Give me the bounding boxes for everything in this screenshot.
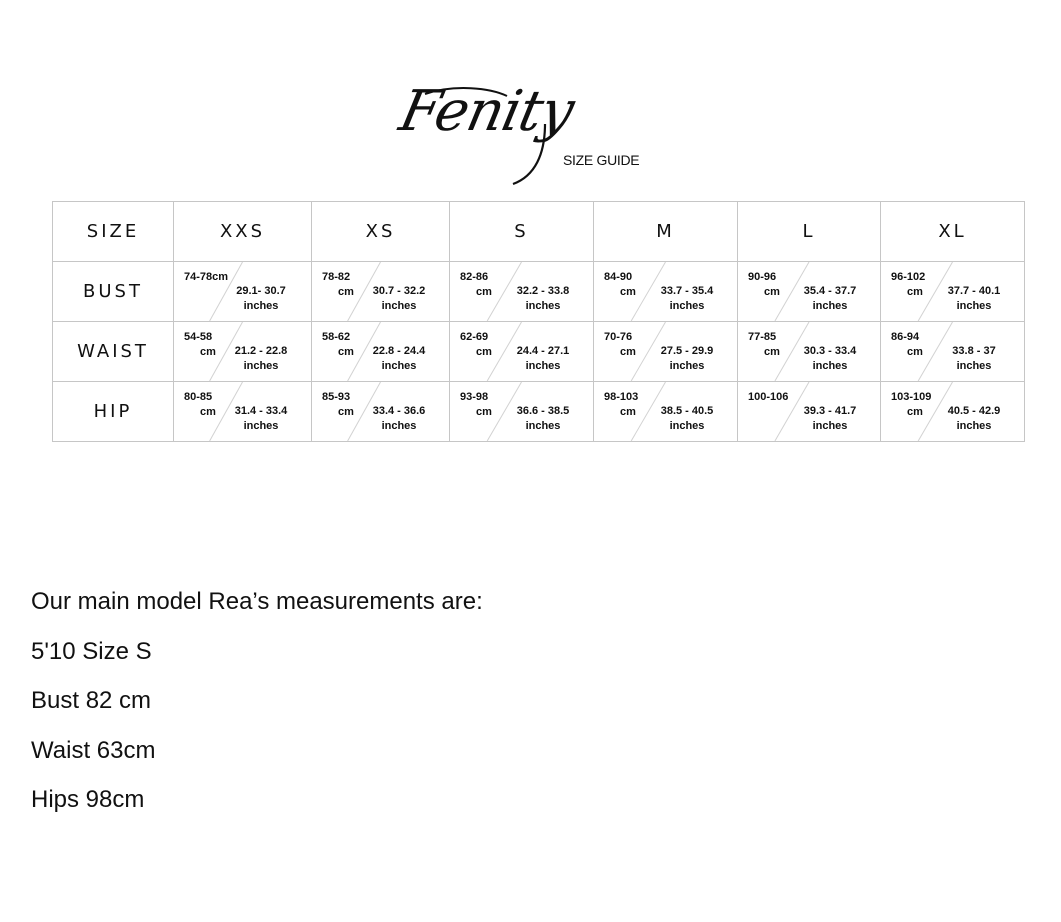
model-intro-line: Our main model Rea’s measurements are: bbox=[31, 588, 483, 615]
cm-unit: cm bbox=[338, 406, 354, 418]
bust-cell-s bbox=[450, 262, 594, 322]
inch-unit: inches bbox=[381, 420, 417, 432]
hip-cell-m bbox=[594, 382, 738, 442]
inch-value: 22.8 - 24.4 bbox=[372, 345, 426, 357]
inch-value: 32.2 - 33.8 bbox=[516, 285, 570, 297]
inch-unit: inches bbox=[243, 360, 279, 372]
inch-unit: inches bbox=[812, 360, 848, 372]
size-corner-header: SIZE bbox=[53, 202, 174, 262]
cm-unit: cm bbox=[907, 286, 923, 298]
cm-value: 62-69 bbox=[460, 331, 489, 343]
cm-measurement bbox=[748, 390, 800, 405]
waist-row bbox=[53, 322, 1025, 382]
inch-unit: inches bbox=[669, 360, 705, 372]
inch-value: 39.3 - 41.7 bbox=[803, 405, 857, 417]
cm-value: 100-106 bbox=[748, 391, 789, 403]
cm-unit: cm bbox=[620, 346, 636, 358]
cm-unit: cm bbox=[200, 346, 216, 358]
cm-value: 98-103 bbox=[604, 391, 639, 403]
inch-measurement bbox=[934, 344, 1014, 374]
size-header-xl: XL bbox=[881, 202, 1025, 262]
waist-cell-xs bbox=[312, 322, 450, 382]
inch-value: 35.4 - 37.7 bbox=[803, 285, 857, 297]
cm-value: 82-86 bbox=[460, 271, 489, 283]
inch-unit: inches bbox=[956, 420, 992, 432]
size-header-xs: XS bbox=[312, 202, 450, 262]
cm-unit: cm bbox=[620, 286, 636, 298]
inch-value: 31.4 - 33.4 bbox=[234, 405, 288, 417]
inch-unit: inches bbox=[956, 300, 992, 312]
inch-value: 33.8 - 37 bbox=[952, 345, 996, 357]
bust-cell-xl bbox=[881, 262, 1025, 322]
cm-unit: cm bbox=[476, 286, 492, 298]
inch-unit: inches bbox=[243, 420, 279, 432]
hip-row bbox=[53, 382, 1025, 442]
cm-value: 77-85 bbox=[748, 331, 777, 343]
inch-unit: inches bbox=[381, 360, 417, 372]
cm-value: 90-96 bbox=[748, 271, 777, 283]
inch-measurement bbox=[790, 344, 870, 374]
inch-measurement bbox=[221, 404, 301, 434]
inch-measurement bbox=[359, 404, 439, 434]
model-height-size: 5'10 Size S bbox=[31, 637, 152, 665]
inch-value: 30.7 - 32.2 bbox=[372, 285, 426, 297]
cm-value: 85-93 bbox=[322, 391, 351, 403]
inch-measurement bbox=[790, 284, 870, 314]
logo-brand-name: Fenity bbox=[394, 79, 580, 144]
inch-measurement bbox=[647, 404, 727, 434]
hip-cell-s bbox=[450, 382, 594, 442]
inch-unit: inches bbox=[956, 360, 992, 372]
inch-unit: inches bbox=[525, 300, 561, 312]
inch-measurement bbox=[790, 404, 870, 434]
row-label-bust: BUST bbox=[53, 262, 174, 322]
inch-measurement bbox=[503, 344, 583, 374]
hip-cell-xs bbox=[312, 382, 450, 442]
hip-cell-xxs bbox=[174, 382, 312, 442]
cm-value: 80-85 bbox=[184, 391, 213, 403]
inch-value: 29.1- 30.7 bbox=[236, 285, 286, 297]
size-header-xxs: XXS bbox=[174, 202, 312, 262]
inch-measurement bbox=[647, 344, 727, 374]
bust-cell-m bbox=[594, 262, 738, 322]
size-header-s: S bbox=[450, 202, 594, 262]
bust-cell-xs bbox=[312, 262, 450, 322]
model-measurements bbox=[31, 582, 483, 830]
size-header-row bbox=[53, 202, 1025, 262]
inch-value: 36.6 - 38.5 bbox=[516, 405, 570, 417]
inch-value: 38.5 - 40.5 bbox=[660, 405, 714, 417]
hip-cell-xl bbox=[881, 382, 1025, 442]
cm-unit: cm bbox=[907, 346, 923, 358]
inch-unit: inches bbox=[525, 360, 561, 372]
size-header-m: M bbox=[594, 202, 738, 262]
cm-unit: cm bbox=[620, 406, 636, 418]
bust-row bbox=[53, 262, 1025, 322]
waist-cell-xxs bbox=[174, 322, 312, 382]
inch-value: 21.2 - 22.8 bbox=[234, 345, 288, 357]
model-bust: Bust 82 cm bbox=[31, 687, 152, 714]
inch-unit: inches bbox=[525, 420, 561, 432]
cm-unit: cm bbox=[764, 346, 780, 358]
inch-measurement bbox=[647, 284, 727, 314]
cm-value: 86-94 bbox=[891, 331, 920, 343]
cm-unit: cm bbox=[764, 286, 780, 298]
cm-value: 74-78cm bbox=[184, 271, 229, 283]
cm-value: 70-76 bbox=[604, 331, 633, 343]
inch-value: 33.7 - 35.4 bbox=[660, 285, 714, 297]
hip-cell-l bbox=[738, 382, 881, 442]
inch-value: 30.3 - 33.4 bbox=[803, 345, 857, 357]
inch-measurement bbox=[503, 404, 583, 434]
inch-value: 24.4 - 27.1 bbox=[516, 345, 570, 357]
cm-unit: cm bbox=[338, 286, 354, 298]
inch-measurement bbox=[221, 284, 301, 314]
cm-value: 54-58 bbox=[184, 331, 213, 343]
cm-value: 93-98 bbox=[460, 391, 489, 403]
inch-value: 40.5 - 42.9 bbox=[947, 405, 1001, 417]
inch-measurement bbox=[359, 344, 439, 374]
brand-logo bbox=[394, 79, 665, 188]
inch-unit: inches bbox=[669, 300, 705, 312]
waist-cell-s bbox=[450, 322, 594, 382]
size-chart-table bbox=[52, 201, 1025, 442]
waist-cell-m bbox=[594, 322, 738, 382]
waist-cell-l bbox=[738, 322, 881, 382]
model-waist: Waist 63cm bbox=[31, 736, 156, 764]
inch-value: 37.7 - 40.1 bbox=[947, 285, 1001, 297]
inch-unit: inches bbox=[812, 300, 848, 312]
inch-measurement bbox=[359, 284, 439, 314]
inch-measurement bbox=[934, 404, 1014, 434]
logo-subtitle: SIZE GUIDE bbox=[563, 152, 640, 168]
bust-cell-xxs bbox=[174, 262, 312, 322]
waist-cell-xl bbox=[881, 322, 1025, 382]
row-label-hip: HIP bbox=[53, 382, 174, 442]
cm-unit: cm bbox=[338, 346, 354, 358]
inch-measurement bbox=[503, 284, 583, 314]
cm-value: 103-109 bbox=[891, 391, 932, 403]
inch-measurement bbox=[934, 284, 1014, 314]
bust-cell-l bbox=[738, 262, 881, 322]
inch-unit: inches bbox=[669, 420, 705, 432]
inch-unit: inches bbox=[812, 420, 848, 432]
cm-unit: cm bbox=[200, 406, 216, 418]
cm-unit: cm bbox=[907, 406, 923, 418]
model-hips: Hips 98cm bbox=[31, 786, 145, 813]
inch-unit: inches bbox=[243, 300, 279, 312]
cm-value: 84-90 bbox=[604, 271, 633, 283]
inch-measurement bbox=[221, 344, 301, 374]
size-header-l: L bbox=[738, 202, 881, 262]
cm-unit: cm bbox=[476, 406, 492, 418]
inch-unit: inches bbox=[381, 300, 417, 312]
inch-value: 33.4 - 36.6 bbox=[372, 405, 426, 417]
cm-measurement bbox=[184, 270, 236, 285]
cm-value: 78-82 bbox=[322, 271, 351, 283]
cm-unit: cm bbox=[476, 346, 492, 358]
cm-value: 58-62 bbox=[322, 331, 351, 343]
cm-value: 96-102 bbox=[891, 271, 926, 283]
inch-value: 27.5 - 29.9 bbox=[660, 345, 714, 357]
row-label-waist: WAIST bbox=[53, 322, 174, 382]
